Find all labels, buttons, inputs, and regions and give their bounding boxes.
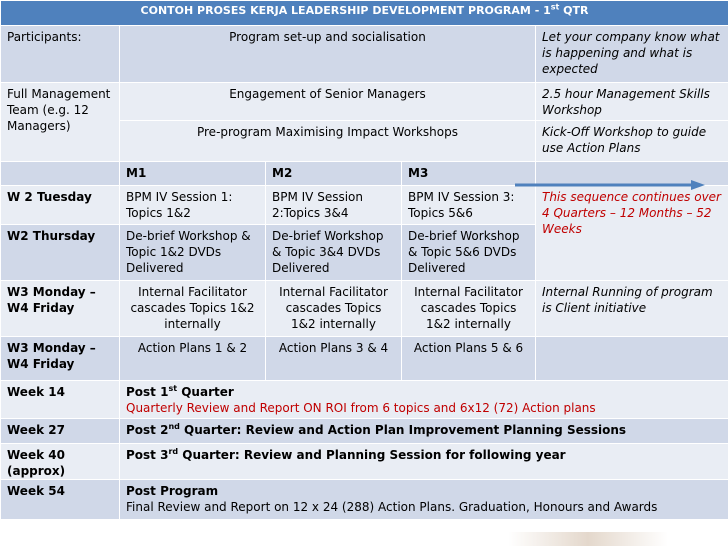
module-m2: M2 — [266, 162, 402, 186]
table-row — [1, 26, 728, 83]
m2-cell: Internal Facilitator cascades Topics 1&2 internally — [266, 281, 402, 337]
row-label: Week 27 — [1, 419, 120, 444]
m1-cell: De-brief Workshop & Topic 1&2 DVDs Delivered — [120, 225, 266, 281]
table-row — [1, 281, 728, 337]
m3-cell: BPM IV Session 3: Topics 5&6 — [402, 186, 536, 225]
setup-cell: Program set-up and socialisation — [120, 26, 536, 83]
setup-note: Let your company know what is happening and what is expected — [536, 26, 728, 83]
table-row — [1, 444, 728, 480]
row-label: W 2 Tuesday — [1, 186, 120, 225]
row-label: Week 40 (approx) — [1, 444, 120, 480]
row-label: W3 Monday – W4 Friday — [1, 337, 120, 381]
m3-cell: Internal Facilitator cascades Topics 1&2 internally — [402, 281, 536, 337]
m1-cell: Action Plans 1 & 2 — [120, 337, 266, 381]
week14-detail: Quarterly Review and Report ON ROI from 6 topics and 6x12 (72) Action plans — [126, 401, 596, 415]
week54-cell — [120, 480, 728, 520]
m2-cell: De-brief Workshop & Topic 3&4 DVDs Delivered — [266, 225, 402, 281]
week27-cell: Post 2nd Quarter: Review and Action Plan Improvement Planning Sessions — [120, 419, 728, 444]
week14-heading: Post 1st Quarter — [126, 384, 234, 399]
participants-label: Participants: — [1, 26, 120, 83]
m3-cell: De-brief Workshop & Topic 5&6 DVDs Delivered — [402, 225, 536, 281]
table-row — [1, 419, 728, 444]
internal-note: Internal Running of program is Client initiative — [536, 281, 728, 337]
preprogram-cell: Pre-program Maximising Impact Workshops — [120, 121, 536, 162]
table-row — [1, 186, 728, 225]
continuation-arrow-icon — [515, 180, 705, 190]
row-label: W2 Thursday — [1, 225, 120, 281]
preprogram-note: Kick-Off Workshop to guide use Action Plans — [536, 121, 728, 162]
week14-cell — [120, 381, 728, 419]
week40-cell: Post 3rd Quarter: Review and Planning Session for following year — [120, 444, 728, 480]
table-row — [1, 83, 728, 121]
decorative-swirl — [508, 532, 668, 546]
full-mgmt-label: Full Management Team (e.g. 12 Managers) — [1, 83, 120, 162]
table-title: CONTOH PROSES KERJA LEADERSHIP DEVELOPMENT PROGRAM - 1st QTR — [1, 1, 728, 26]
table-row — [1, 381, 728, 419]
module-corner — [1, 162, 120, 186]
m1-cell: Internal Facilitator cascades Topics 1&2 internally — [120, 281, 266, 337]
title-row — [1, 1, 728, 26]
table-row — [1, 337, 728, 381]
m3-cell: Action Plans 5 & 6 — [402, 337, 536, 381]
sequence-note: This sequence continues over 4 Quarters – 12 Months – 52 Weeks — [536, 186, 728, 281]
row-label: W3 Monday – W4 Friday — [1, 281, 120, 337]
module-m1: M1 — [120, 162, 266, 186]
table-row — [1, 480, 728, 520]
empty-cell — [536, 337, 728, 381]
engagement-cell: Engagement of Senior Managers — [120, 83, 536, 121]
row-label: Week 14 — [1, 381, 120, 419]
week54-heading: Post Program — [126, 484, 219, 498]
engagement-note: 2.5 hour Management Skills Workshop — [536, 83, 728, 121]
m1-cell: BPM IV Session 1: Topics 1&2 — [120, 186, 266, 225]
week54-detail: Final Review and Report on 12 x 24 (288) Action Plans. Graduation, Honours and Awards — [126, 500, 658, 514]
m2-cell: BPM IV Session 2:Topics 3&4 — [266, 186, 402, 225]
module-m3: M3 — [402, 162, 536, 186]
m2-cell: Action Plans 3 & 4 — [266, 337, 402, 381]
row-label: Week 54 — [1, 480, 120, 520]
